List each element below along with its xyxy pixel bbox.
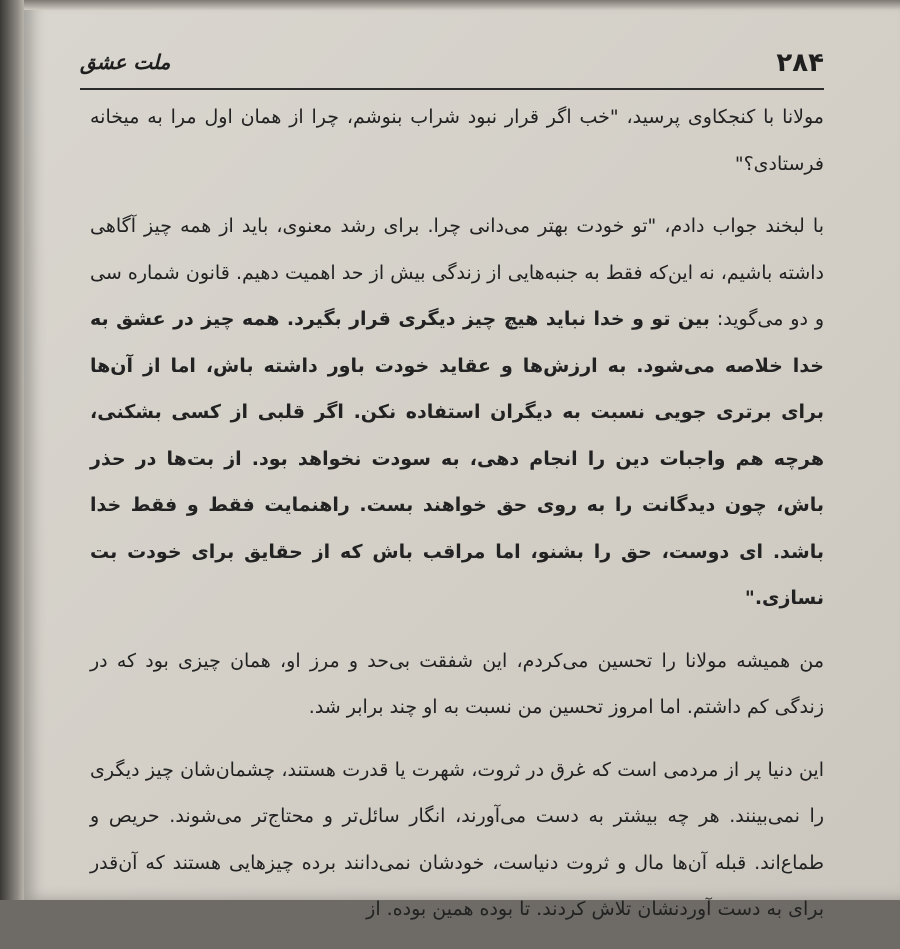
paragraph-2-plain: با لبخند جواب دادم، "تو خودت بهتر می‌دانی چرا. برای رشد معنوی، باید از همه چیز آگاهی داشته باشیم، نه این‌که فقط به جنبه‌هایی از زندگی بیش از حد اهمیت دهیم. قانون شماره سی و دو می‌گوید: bbox=[90, 215, 825, 330]
page-number: ۲۸۴ bbox=[776, 48, 824, 78]
book-title: ملت عشق bbox=[80, 50, 171, 74]
paragraph-2-bold-rule: بین تو و خدا نباید هیچ چیز دیگری قرار بگیرد. همه چیز در عشق به خدا خلاصه می‌شود. به ارزش‌ها و عقاید خودت باور داشته باش، اما از آن‌ها برای برتری جویی نسبت به دیگران استفاده نکن. اگر قلبی از کسی بشکنی، هرچه هم واجبات دین را انجام دهی، به سودت نخواهد بود. از بت‌ها در حذر باش، چون دیدگانت را به روی حق خواهند بست. راهنمایت فقط و فقط خدا باشد. ای دوست، حق را بشنو، اما مراقب باش که از حقایق برای خودت بت نسازی." bbox=[90, 308, 824, 609]
page-header bbox=[80, 48, 824, 90]
paragraph-4: این دنیا پر از مردمی است که غرق در ثروت، شهرت یا قدرت هستند، چشمان‌شان چیز دیگری را نمی‌بینند. هر چه بیشتر به دست می‌آورند، انگار سائل‌تر و محتاج‌تر می‌شوند. حریص و طماع‌اند. قبله آن‌ها مال و ثروت دنیاست، خودشان نمی‌دانند برده چیزهایی هستند که آن‌قدر برای به دست آوردنشان تلاش کردند. تا بوده همین بوده. از bbox=[90, 758, 824, 920]
paragraph-1: مولانا با کنجکاوی پرسید، "خب اگر قرار نبود شراب بنوشم، چرا از همان اول مرا به میخانه فرستادی؟" bbox=[90, 106, 824, 175]
book-gutter-shadow bbox=[0, 0, 24, 900]
previous-page-edge bbox=[24, 0, 900, 10]
paragraph-3: من همیشه مولانا را تحسین می‌کردم، این شفقت بی‌حد و مرز او، همان چیزی بود که در زندگی کم داشتم. اما امروز تحسین من نسبت به او چند برابر شد. bbox=[90, 649, 824, 718]
page-body bbox=[90, 94, 824, 949]
book-page bbox=[24, 0, 900, 920]
paragraph-2 bbox=[90, 203, 824, 622]
